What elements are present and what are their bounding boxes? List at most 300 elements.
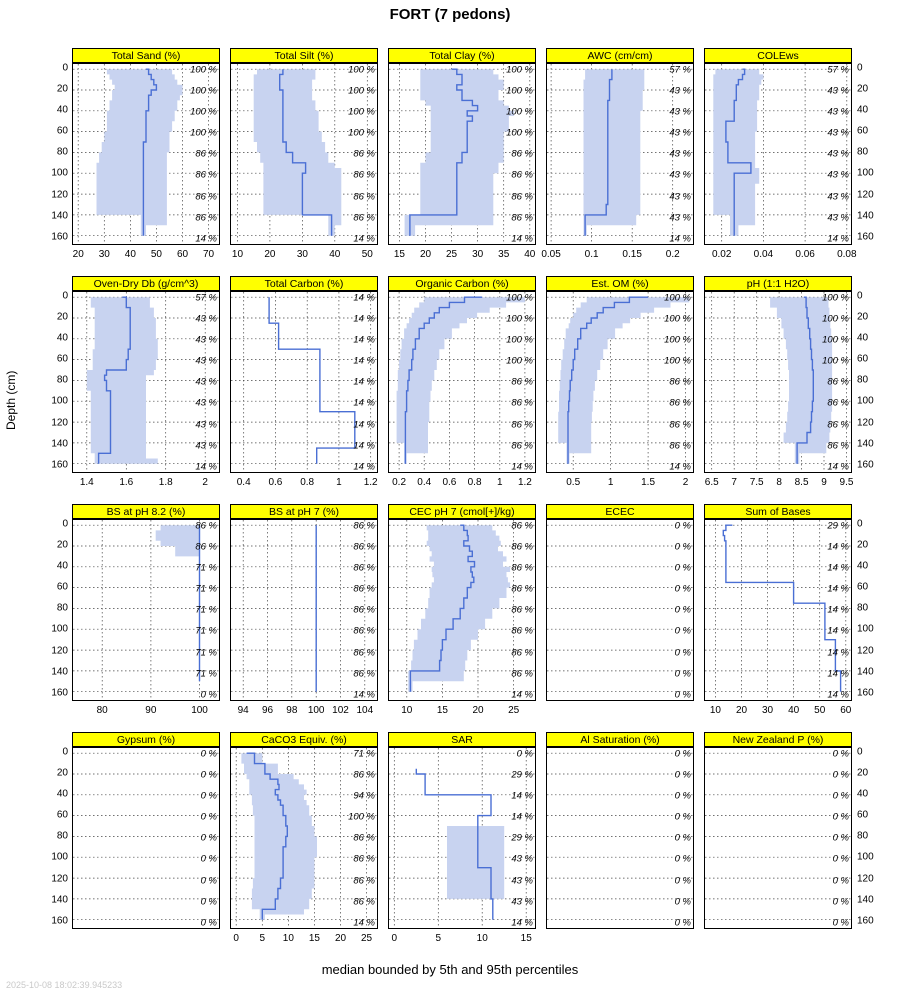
- y-tick-labels: [44, 519, 68, 701]
- panel-strip-label: COLEws: [704, 48, 852, 63]
- percent-label: 86 %: [353, 212, 375, 224]
- y-tick-label: 80: [56, 374, 68, 386]
- percent-label: 0 %: [832, 896, 849, 908]
- x-tick-label: 10: [709, 705, 721, 716]
- percent-label: 100 %: [506, 64, 533, 76]
- percent-label: 14 %: [353, 334, 375, 346]
- percent-label: 43 %: [195, 397, 217, 409]
- percent-label: 100 %: [664, 334, 691, 346]
- panel-strip-label: Gypsum (%): [72, 732, 220, 747]
- y-tick-label: 0: [62, 746, 68, 758]
- percent-label: 0 %: [832, 748, 849, 760]
- percent-label: 100 %: [506, 85, 533, 97]
- percent-label: 86 %: [511, 541, 533, 553]
- percent-labels: [704, 747, 849, 929]
- x-tick-label: 20: [472, 705, 484, 716]
- y-tick-label: 0: [857, 290, 863, 302]
- y-tick-label: 80: [56, 830, 68, 842]
- panel-strip-label: New Zealand P (%): [704, 732, 852, 747]
- percent-labels: [72, 519, 217, 701]
- y-tick-label: 160: [51, 231, 68, 243]
- percent-labels: [230, 747, 375, 929]
- y-tick-label: 0: [857, 62, 863, 74]
- y-tick-label: 40: [857, 788, 869, 800]
- x-tick-label: 15: [436, 705, 448, 716]
- percent-label: 86 %: [353, 896, 375, 908]
- x-tick-label: 35: [498, 249, 510, 260]
- y-tick-label: 100: [857, 851, 874, 863]
- y-tick-label: 160: [857, 915, 874, 927]
- x-tick-label: 0.15: [622, 249, 642, 260]
- y-tick-label: 20: [857, 311, 869, 323]
- percent-label: 14 %: [353, 397, 375, 409]
- y-tick-label: 80: [56, 146, 68, 158]
- y-tick-label: 80: [857, 146, 869, 158]
- y-tick-label: 0: [62, 290, 68, 302]
- percent-label: 86 %: [511, 583, 533, 595]
- y-tick-label: 100: [857, 167, 874, 179]
- y-tick-label: 100: [857, 395, 874, 407]
- percent-label: 0 %: [674, 520, 691, 532]
- x-tick-label: 0.4: [236, 477, 251, 488]
- percent-label: 0 %: [200, 769, 217, 781]
- percent-label: 0 %: [200, 853, 217, 865]
- percent-label: 0 %: [674, 832, 691, 844]
- x-tick-labels: [546, 477, 694, 491]
- x-tick-label: 98: [286, 705, 298, 716]
- percent-labels: [546, 519, 691, 701]
- x-tick-labels: [388, 933, 536, 947]
- x-tick-label: 0.6: [442, 477, 457, 488]
- percent-label: 100 %: [190, 64, 217, 76]
- y-tick-label: 40: [56, 332, 68, 344]
- percent-label: 0 %: [832, 832, 849, 844]
- x-tick-label: 0.04: [753, 249, 774, 260]
- x-tick-label: 20: [72, 249, 84, 260]
- x-tick-label: 100: [307, 705, 325, 716]
- x-tick-label: 30: [296, 249, 308, 260]
- percent-label: 43 %: [669, 106, 691, 118]
- percent-labels: [72, 747, 217, 929]
- percent-label: 100 %: [822, 292, 849, 304]
- percent-label: 14 %: [827, 562, 849, 574]
- percent-label: 86 %: [511, 604, 533, 616]
- percent-label: 43 %: [669, 212, 691, 224]
- percent-label: 86 %: [511, 520, 533, 532]
- y-tick-label: 100: [857, 623, 874, 635]
- percent-label: 43 %: [669, 127, 691, 139]
- percent-label: 86 %: [195, 169, 217, 181]
- percent-label: 0 %: [674, 748, 691, 760]
- percent-label: 86 %: [511, 212, 533, 224]
- x-tick-labels: [72, 249, 220, 263]
- percent-label: 43 %: [827, 106, 849, 118]
- percent-label: 14 %: [511, 233, 533, 245]
- y-tick-label: 160: [51, 459, 68, 471]
- x-tick-label: 90: [145, 705, 157, 716]
- percent-label: 86 %: [511, 191, 533, 202]
- percent-label: 14 %: [353, 355, 375, 367]
- panel-strip-label: Organic Carbon (%): [388, 276, 536, 291]
- y-tick-label: 140: [51, 438, 68, 450]
- percent-labels: [388, 63, 533, 245]
- percent-labels: [72, 291, 217, 473]
- y-tick-label: 20: [857, 539, 869, 551]
- panel-strip-label: pH (1:1 H2O): [704, 276, 852, 291]
- percent-labels: [704, 63, 849, 245]
- percent-label: 0 %: [832, 853, 849, 865]
- x-tick-label: 1.6: [119, 477, 134, 488]
- x-tick-label: 20: [735, 705, 748, 716]
- y-tick-label: 120: [51, 873, 68, 884]
- y-tick-label: 40: [857, 104, 869, 116]
- y-tick-label: 160: [51, 915, 68, 927]
- percent-label: 0 %: [200, 790, 217, 802]
- x-tick-label: 5: [435, 933, 442, 944]
- x-tick-label: 40: [329, 249, 341, 260]
- percent-labels: [230, 291, 375, 473]
- percent-label: 0 %: [674, 769, 691, 781]
- percent-label: 86 %: [195, 541, 217, 553]
- percent-labels: [72, 63, 217, 245]
- y-tick-label: 120: [857, 417, 874, 428]
- x-tick-label: 96: [261, 705, 274, 716]
- percent-label: 100 %: [506, 313, 533, 325]
- y-tick-label: 120: [51, 645, 68, 656]
- x-tick-label: 102: [332, 705, 349, 716]
- x-tick-label: 10: [401, 705, 413, 716]
- x-tick-label: 15: [308, 933, 320, 944]
- x-tick-labels: [704, 477, 852, 491]
- percent-label: 86 %: [511, 148, 533, 160]
- percent-label: 0 %: [516, 748, 533, 760]
- x-tick-label: 0.08: [837, 249, 857, 260]
- percent-label: 86 %: [827, 397, 849, 409]
- percent-label: 86 %: [669, 376, 691, 388]
- x-tick-label: 10: [282, 933, 294, 944]
- x-tick-label: 9: [821, 477, 827, 488]
- percent-label: 86 %: [353, 668, 375, 680]
- percent-label: 86 %: [195, 148, 217, 160]
- y-tick-label: 160: [857, 459, 874, 471]
- x-tick-label: 30: [762, 705, 774, 716]
- percent-label: 86 %: [353, 148, 375, 160]
- percent-label: 0 %: [674, 541, 691, 553]
- percent-label: 0 %: [674, 625, 691, 637]
- x-tick-label: 0.1: [584, 249, 599, 260]
- x-tick-label: 1.2: [363, 477, 378, 488]
- percent-label: 43 %: [827, 191, 849, 202]
- x-tick-label: 30: [98, 249, 110, 260]
- x-tick-label: 2: [202, 477, 208, 488]
- panel-strip-label: Sum of Bases: [704, 504, 852, 519]
- percent-label: 0 %: [674, 896, 691, 908]
- y-tick-label: 100: [51, 395, 68, 407]
- panel-strip-label: Total Carbon (%): [230, 276, 378, 291]
- percent-label: 57 %: [827, 64, 849, 76]
- y-tick-label: 120: [51, 417, 68, 428]
- panel-strip-label: SAR: [388, 732, 536, 747]
- percent-label: 14 %: [827, 233, 849, 245]
- y-tick-label: 160: [857, 231, 874, 243]
- x-tick-label: 100: [191, 705, 208, 716]
- x-axis-caption: median bounded by 5th and 95th percentiles: [321, 962, 579, 977]
- y-tick-label: 60: [857, 353, 869, 365]
- percent-label: 29 %: [827, 520, 849, 532]
- percent-label: 86 %: [353, 769, 375, 781]
- percent-label: 100 %: [822, 355, 849, 367]
- x-tick-label: 0: [233, 933, 239, 944]
- x-tick-label: 0.8: [300, 477, 315, 488]
- y-tick-labels: [857, 63, 881, 245]
- y-tick-label: 80: [857, 602, 869, 614]
- percent-label: 14 %: [669, 461, 691, 473]
- x-tick-labels: [704, 705, 852, 719]
- percent-label: 14 %: [827, 647, 849, 658]
- percent-label: 14 %: [827, 604, 849, 616]
- x-tick-label: 1: [336, 477, 342, 488]
- percent-label: 100 %: [348, 127, 375, 139]
- percent-label: 100 %: [190, 106, 217, 118]
- percent-label: 100 %: [506, 334, 533, 346]
- percent-labels: [388, 291, 533, 473]
- y-tick-label: 60: [56, 125, 68, 137]
- y-tick-label: 0: [857, 746, 863, 758]
- percent-labels: [546, 63, 691, 245]
- y-tick-labels: [857, 747, 881, 929]
- percent-label: 14 %: [511, 461, 533, 473]
- x-tick-label: 1.5: [641, 477, 656, 488]
- x-tick-label: 0.05: [541, 249, 561, 260]
- y-tick-labels: [44, 63, 68, 245]
- percent-label: 0 %: [832, 917, 849, 929]
- y-tick-label: 40: [56, 560, 68, 572]
- percent-label: 0 %: [200, 896, 217, 908]
- x-tick-labels: [388, 477, 536, 491]
- x-tick-label: 2: [682, 477, 689, 488]
- y-tick-label: 140: [857, 894, 874, 906]
- y-tick-label: 20: [56, 83, 68, 95]
- percent-label: 0 %: [674, 811, 691, 823]
- percent-label: 0 %: [200, 875, 217, 886]
- x-tick-label: 25: [361, 933, 373, 944]
- panel-strip-label: Est. OM (%): [546, 276, 694, 291]
- x-tick-label: 6.5: [704, 477, 719, 488]
- panel-strip-label: CaCO3 Equiv. (%): [230, 732, 378, 747]
- y-tick-labels: [857, 291, 881, 473]
- x-tick-label: 70: [203, 249, 215, 260]
- percent-label: 14 %: [353, 419, 375, 430]
- percent-label: 43 %: [827, 169, 849, 181]
- percent-label: 86 %: [511, 625, 533, 637]
- x-tick-label: 94: [237, 705, 249, 716]
- percent-label: 86 %: [669, 397, 691, 409]
- percent-label: 14 %: [353, 233, 375, 245]
- percent-label: 86 %: [511, 376, 533, 388]
- percent-label: 86 %: [511, 562, 533, 574]
- percent-label: 86 %: [827, 419, 849, 430]
- percent-label: 100 %: [822, 334, 849, 346]
- percent-label: 0 %: [674, 562, 691, 574]
- x-tick-label: 50: [814, 705, 826, 716]
- percent-labels: [388, 747, 533, 929]
- y-tick-label: 60: [56, 581, 68, 593]
- percent-label: 100 %: [506, 292, 533, 304]
- percent-label: 43 %: [511, 853, 533, 865]
- x-tick-label: 0.5: [566, 477, 581, 488]
- percent-label: 43 %: [195, 334, 217, 346]
- x-tick-label: 80: [96, 705, 108, 716]
- percent-label: 71 %: [195, 604, 217, 616]
- percent-label: 29 %: [511, 769, 533, 781]
- x-tick-labels: [230, 933, 378, 947]
- x-tick-label: 15: [520, 933, 532, 944]
- x-tick-label: 10: [231, 249, 244, 260]
- percent-label: 86 %: [511, 440, 533, 452]
- x-tick-label: 30: [472, 249, 484, 260]
- percent-label: 43 %: [195, 440, 217, 452]
- timestamp: 2025-10-08 18:02:39.945233: [6, 980, 123, 990]
- percent-label: 86 %: [195, 212, 217, 224]
- x-tick-label: 1: [496, 477, 503, 488]
- x-tick-labels: [230, 249, 378, 263]
- percent-label: 14 %: [827, 668, 849, 680]
- percent-label: 14 %: [511, 811, 533, 823]
- y-tick-label: 20: [857, 83, 869, 95]
- percent-label: 14 %: [511, 790, 533, 802]
- percent-label: 100 %: [664, 313, 691, 325]
- percent-label: 0 %: [674, 647, 691, 658]
- y-tick-label: 140: [857, 210, 874, 222]
- percent-label: 0 %: [674, 853, 691, 865]
- y-tick-labels: [44, 291, 68, 473]
- x-tick-label: 7.5: [749, 477, 764, 488]
- panel-strip-label: BS at pH 7 (%): [230, 504, 378, 519]
- percent-label: 14 %: [827, 625, 849, 637]
- percent-label: 14 %: [353, 689, 375, 701]
- x-tick-label: 104: [356, 705, 374, 716]
- y-tick-label: 0: [857, 518, 863, 530]
- percent-label: 14 %: [353, 440, 375, 452]
- y-tick-label: 140: [51, 666, 68, 678]
- x-tick-label: 7: [731, 477, 737, 488]
- percent-label: 0 %: [200, 689, 217, 701]
- x-tick-label: 20: [419, 249, 432, 260]
- percent-labels: [546, 747, 691, 929]
- y-tick-label: 140: [51, 894, 68, 906]
- percent-label: 43 %: [669, 148, 691, 160]
- y-tick-label: 80: [56, 602, 68, 614]
- x-tick-label: 9.5: [839, 477, 854, 488]
- panel-strip-label: BS at pH 8.2 (%): [72, 504, 220, 519]
- percent-labels: [546, 291, 691, 473]
- percent-label: 86 %: [511, 668, 533, 680]
- percent-label: 0 %: [674, 875, 691, 886]
- percent-label: 86 %: [511, 169, 533, 181]
- y-tick-label: 100: [51, 851, 68, 863]
- percent-label: 57 %: [195, 292, 217, 304]
- x-tick-labels: [230, 477, 378, 491]
- x-tick-label: 0: [391, 933, 398, 944]
- y-tick-label: 100: [51, 167, 68, 179]
- percent-label: 71 %: [195, 562, 217, 574]
- percent-label: 86 %: [827, 440, 849, 452]
- y-tick-label: 80: [857, 374, 869, 386]
- y-tick-label: 20: [857, 767, 869, 779]
- percent-label: 14 %: [827, 689, 849, 701]
- x-tick-label: 40: [524, 249, 536, 260]
- panel-strip-label: Total Silt (%): [230, 48, 378, 63]
- y-tick-label: 120: [857, 189, 874, 200]
- y-tick-label: 100: [51, 623, 68, 635]
- y-tick-label: 160: [51, 687, 68, 699]
- percent-label: 43 %: [511, 896, 533, 908]
- y-tick-label: 40: [857, 560, 869, 572]
- percent-label: 71 %: [353, 748, 375, 760]
- panel-strip-label: AWC (cm/cm): [546, 48, 694, 63]
- percent-label: 43 %: [827, 127, 849, 139]
- y-tick-labels: [44, 747, 68, 929]
- percent-label: 86 %: [511, 647, 533, 658]
- y-tick-label: 40: [56, 104, 68, 116]
- percent-label: 86 %: [353, 562, 375, 574]
- x-tick-label: 1.8: [158, 477, 173, 488]
- x-tick-labels: [704, 249, 857, 263]
- percent-label: 0 %: [200, 748, 217, 760]
- percent-label: 86 %: [195, 520, 217, 532]
- x-tick-label: 0.8: [467, 477, 482, 488]
- percent-label: 100 %: [348, 85, 375, 97]
- percent-label: 14 %: [195, 233, 217, 245]
- percent-label: 86 %: [353, 832, 375, 844]
- percent-label: 71 %: [195, 583, 217, 595]
- x-tick-labels: [72, 477, 220, 491]
- percent-labels: [230, 63, 375, 245]
- percent-label: 0 %: [674, 583, 691, 595]
- x-tick-labels: [230, 705, 378, 719]
- percent-label: 100 %: [190, 85, 217, 97]
- percent-label: 0 %: [200, 917, 217, 929]
- y-tick-label: 20: [56, 539, 68, 551]
- y-tick-label: 20: [56, 311, 68, 323]
- percent-label: 0 %: [832, 769, 849, 781]
- x-tick-label: 8.5: [794, 477, 809, 488]
- percent-label: 86 %: [353, 604, 375, 616]
- x-tick-label: 1.4: [79, 477, 94, 488]
- percent-label: 94 %: [353, 790, 375, 802]
- percent-label: 43 %: [827, 212, 849, 224]
- percent-label: 0 %: [674, 917, 691, 929]
- percent-label: 86 %: [511, 397, 533, 409]
- percent-label: 86 %: [353, 853, 375, 865]
- x-tick-label: 60: [840, 705, 852, 716]
- x-tick-label: 0.2: [392, 477, 407, 488]
- percent-label: 43 %: [827, 85, 849, 97]
- y-tick-labels: [857, 519, 881, 701]
- panel-strip-label: ECEC: [546, 504, 694, 519]
- percent-label: 14 %: [827, 541, 849, 553]
- x-tick-label: 0.2: [665, 249, 680, 260]
- percent-label: 100 %: [190, 127, 217, 139]
- percent-label: 86 %: [195, 191, 217, 202]
- panel-strip-label: Total Sand (%): [72, 48, 220, 63]
- panel-strip-label: Total Clay (%): [388, 48, 536, 63]
- x-tick-labels: [72, 705, 220, 719]
- percent-label: 0 %: [200, 832, 217, 844]
- panel-strip-label: Oven-Dry Db (g/cm^3): [72, 276, 220, 291]
- x-tick-label: 15: [393, 249, 405, 260]
- x-tick-label: 25: [508, 705, 520, 716]
